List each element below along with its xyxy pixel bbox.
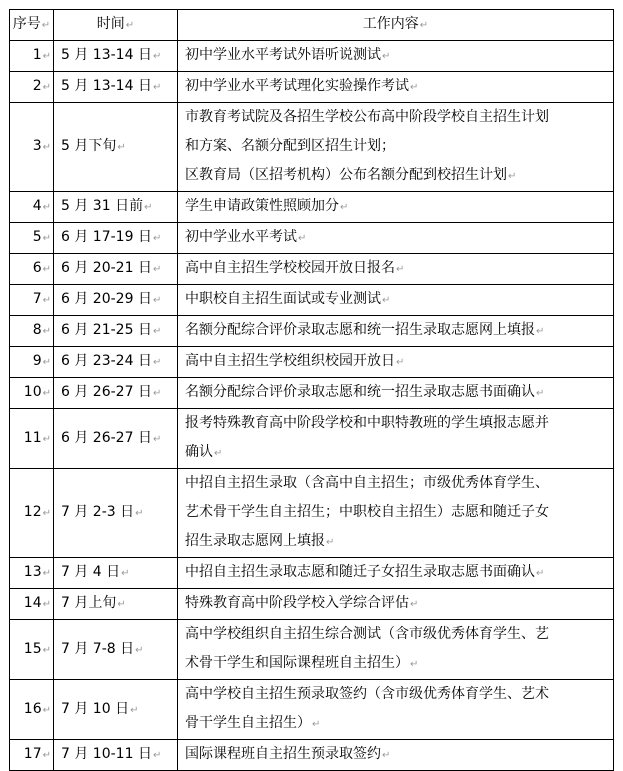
table-body [10, 41, 614, 771]
row-content: 初中学业水平考试理化实验操作考试↵ [178, 72, 614, 103]
header-time: 时间↵ [54, 10, 178, 41]
table-row [10, 469, 614, 558]
row-time: 5 月 13-14 日↵ [54, 72, 178, 103]
content-line: 初中学业水平考试外语听说测试 [185, 47, 381, 63]
content-line: 高中自主招生学校校园开放日报名 [185, 260, 395, 276]
header-index: 序号↵ [10, 10, 54, 41]
table-row [10, 680, 614, 740]
header-content: 工作内容↵ [178, 10, 614, 41]
row-time: 7 月 7-8 日↵ [54, 620, 178, 680]
row-time: 6 月 23-24 日↵ [54, 347, 178, 378]
content-line: 艺术骨干学生自主招生；中职校自主招生）志愿和随迁子女 [185, 504, 549, 520]
content-line: 国际课程班自主招生预录取签约 [185, 746, 381, 762]
row-content: 中招自主招生录取（含高中自主招生；市级优秀体育学生、 艺术骨干学生自主招生；中职校自主招生）志愿和随迁子女 招生录取志愿网上填报↵ [178, 469, 614, 558]
row-index: 14↵ [10, 589, 54, 620]
row-content: 高中自主招生学校校园开放日报名↵ [178, 254, 614, 285]
content-line: 初中学业水平考试 [185, 229, 297, 245]
content-line: 确认 [185, 444, 213, 460]
table-row [10, 223, 614, 254]
content-line: 中职校自主招生面试或专业测试 [185, 291, 381, 307]
table-row [10, 192, 614, 223]
content-line: 高中学校自主招生预录取签约（含市级优秀体育学生、艺术 [185, 686, 549, 702]
content-line: 术骨干学生和国际课程班自主招生） [185, 655, 409, 671]
row-content: 国际课程班自主招生预录取签约↵ [178, 740, 614, 771]
content-line: 和方案、名额分配到区招生计划； [185, 138, 395, 154]
table-row [10, 589, 614, 620]
content-line: 学生申请政策性照顾加分 [185, 198, 339, 214]
content-line: 市教育考试院及各招生学校公布高中阶段学校自主招生计划 [185, 109, 549, 125]
row-time: 6 月 20-29 日↵ [54, 285, 178, 316]
content-line: 名额分配综合评价录取志愿和统一招生录取志愿书面确认 [185, 384, 535, 400]
row-content: 学生申请政策性照顾加分↵ [178, 192, 614, 223]
row-index: 6↵ [10, 254, 54, 285]
table-row [10, 254, 614, 285]
row-index: 16↵ [10, 680, 54, 740]
row-index: 5↵ [10, 223, 54, 254]
table-row [10, 378, 614, 409]
row-content: 特殊教育高中阶段学校入学综合评估↵ [178, 589, 614, 620]
table-row [10, 740, 614, 771]
row-content: 名额分配综合评价录取志愿和统一招生录取志愿网上填报↵ [178, 316, 614, 347]
row-time: 7 月 4 日↵ [54, 558, 178, 589]
header-row [10, 10, 614, 41]
row-index: 17↵ [10, 740, 54, 771]
content-line: 中招自主招生录取志愿和随迁子女招生录取志愿书面确认 [185, 564, 535, 580]
row-index: 12↵ [10, 469, 54, 558]
content-line: 报考特殊教育高中阶段学校和中职特教班的学生填报志愿并 [185, 415, 549, 431]
row-time: 5 月 31 日前↵ [54, 192, 178, 223]
table-row [10, 285, 614, 316]
row-time: 7 月上旬↵ [54, 589, 178, 620]
content-line: 中招自主招生录取（含高中自主招生；市级优秀体育学生、 [185, 475, 549, 491]
row-time: 6 月 26-27 日↵ [54, 409, 178, 469]
row-index: 13↵ [10, 558, 54, 589]
row-time: 6 月 26-27 日↵ [54, 378, 178, 409]
table-row [10, 41, 614, 72]
content-line: 高中自主招生学校组织校园开放日 [185, 353, 395, 369]
row-index: 1↵ [10, 41, 54, 72]
row-time: 6 月 17-19 日↵ [54, 223, 178, 254]
row-content: 初中学业水平考试外语听说测试↵ [178, 41, 614, 72]
row-content: 报考特殊教育高中阶段学校和中职特教班的学生填报志愿并 确认↵ [178, 409, 614, 469]
content-line: 区教育局（区招考机构）公布名额分配到校招生计划 [185, 167, 507, 183]
row-time: 7 月 2-3 日↵ [54, 469, 178, 558]
row-index: 4↵ [10, 192, 54, 223]
row-content: 高中自主招生学校组织校园开放日↵ [178, 347, 614, 378]
row-index: 15↵ [10, 620, 54, 680]
table-row [10, 620, 614, 680]
row-index: 10↵ [10, 378, 54, 409]
content-line: 骨干学生自主招生） [185, 715, 311, 731]
table-row [10, 409, 614, 469]
row-content: 名额分配综合评价录取志愿和统一招生录取志愿书面确认↵ [178, 378, 614, 409]
schedule-table [9, 9, 614, 771]
row-content: 初中学业水平考试↵ [178, 223, 614, 254]
row-index: 9↵ [10, 347, 54, 378]
row-content: 中招自主招生录取志愿和随迁子女招生录取志愿书面确认↵ [178, 558, 614, 589]
content-line: 特殊教育高中阶段学校入学综合评估 [185, 595, 409, 611]
row-time: 5 月 13-14 日↵ [54, 41, 178, 72]
row-content: 中职校自主招生面试或专业测试↵ [178, 285, 614, 316]
table-row [10, 72, 614, 103]
row-index: 3↵ [10, 103, 54, 192]
row-content: 高中学校自主招生预录取签约（含市级优秀体育学生、艺术 骨干学生自主招生）↵ [178, 680, 614, 740]
row-time: 6 月 20-21 日↵ [54, 254, 178, 285]
row-time: 7 月 10-11 日↵ [54, 740, 178, 771]
table-row [10, 316, 614, 347]
row-index: 11↵ [10, 409, 54, 469]
table-row [10, 558, 614, 589]
row-time: 7 月 10 日↵ [54, 680, 178, 740]
row-index: 8↵ [10, 316, 54, 347]
table-row [10, 103, 614, 192]
table-row [10, 347, 614, 378]
content-line: 招生录取志愿网上填报 [185, 533, 325, 549]
row-content: 高中学校组织自主招生综合测试（含市级优秀体育学生、艺 术骨干学生和国际课程班自主招生）↵ [178, 620, 614, 680]
row-time: 5 月下旬↵ [54, 103, 178, 192]
row-content: 市教育考试院及各招生学校公布高中阶段学校自主招生计划 和方案、名额分配到区招生计划； 区教育局（区招考机构）公布名额分配到校招生计划↵ [178, 103, 614, 192]
content-line: 初中学业水平考试理化实验操作考试 [185, 78, 409, 94]
row-time: 6 月 21-25 日↵ [54, 316, 178, 347]
row-index: 7↵ [10, 285, 54, 316]
content-line: 高中学校组织自主招生综合测试（含市级优秀体育学生、艺 [185, 626, 549, 642]
content-line: 名额分配综合评价录取志愿和统一招生录取志愿网上填报 [185, 322, 535, 338]
row-index: 2↵ [10, 72, 54, 103]
